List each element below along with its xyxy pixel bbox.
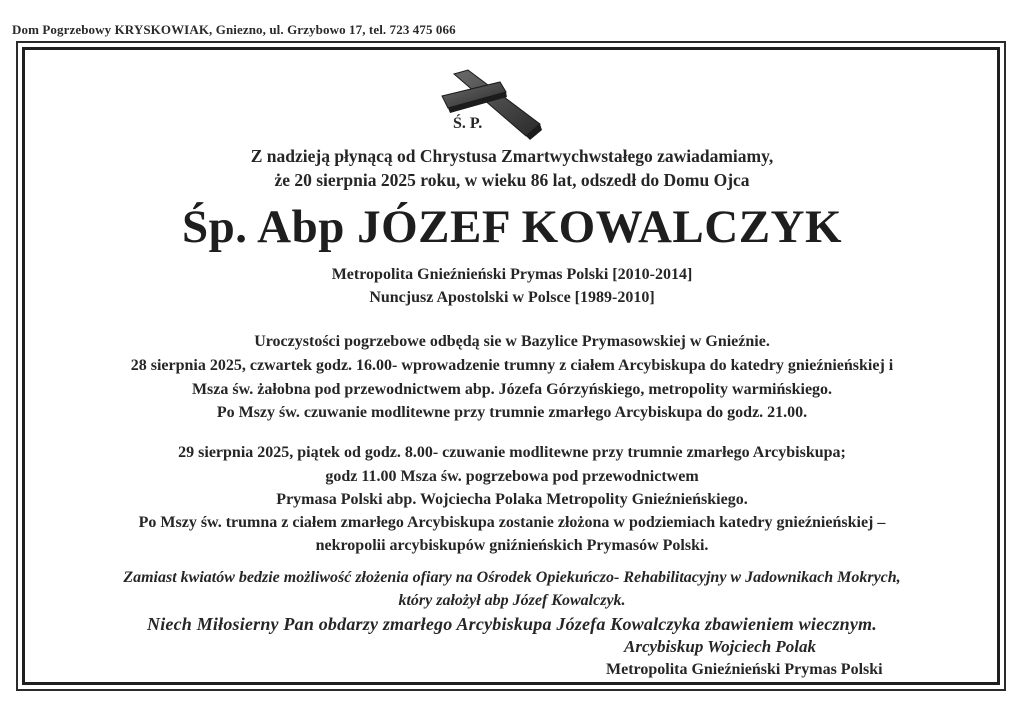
funeral-home-header: Dom Pogrzebowy KRYSKOWIAK, Gniezno, ul. Grzybowo 17, tel. 723 475 066 <box>12 22 456 37</box>
funeral-line-1: 29 sierpnia 2025, piątek od godz. 8.00- czuwanie modlitewne przy trumnie zmarłego Arcybiskupa; <box>178 444 846 461</box>
sp-label: Ś. P. <box>453 115 483 132</box>
funeral-line-5: nekropolii arcybiskupów gniźnieńskich Prymasów Polski. <box>315 537 709 554</box>
ceremony-line-3: Msza św. żałobna pod przewodnictwem abp. Józefa Górzyńskiego, metropolity warmińskiego. <box>191 381 833 398</box>
prayer-line: Niech Miłosierny Pan obdarzy zmarłego Arcybiskupa Józefa Kowalczyka zbawieniem wiecznym. <box>147 614 877 634</box>
intro-line-1: Z nadzieją płynącą od Chrystusa Zmartwychwstałego zawiadamiamy, <box>250 146 774 166</box>
donation-line-1: Zamiast kwiatów bedzie możliwość złożenia ofiary na Ośrodek Opiekuńczo- Rehabilitacyjny w Jadownikach Mokrych, <box>123 569 901 586</box>
donation-line-2: który założył abp Józef Kowalczyk. <box>398 592 626 609</box>
ceremony-line-4: Po Mszy św. czuwanie modlitewne przy trumnie zmarłego Arcybiskupa do godz. 21.00. <box>216 404 808 421</box>
funeral-line-3: Prymasa Polski abp. Wojciecha Polaka Metropolity Gnieźnieńskiego. <box>276 491 748 508</box>
title-line-1: Metropolita Gnieźnieński Prymas Polski [2010-2014] <box>331 266 693 283</box>
signature-title: Metropolita Gnieźnieński Prymas Polski <box>606 661 883 678</box>
funeral-line-2: godz 11.00 Msza św. pogrzebowa pod przewodnictwem <box>325 468 699 485</box>
ceremony-line-1: Uroczystości pogrzebowe odbędą sie w Bazylice Prymasowskiej w Gnieźnie. <box>254 333 770 350</box>
deceased-name: Śp. Abp JÓZEF KOWALCZYK <box>181 201 843 253</box>
intro-line-2: że 20 sierpnia 2025 roku, w wieku 86 lat, odszedł do Domu Ojca <box>274 170 750 190</box>
title-line-2: Nuncjusz Apostolski w Polsce [1989-2010] <box>369 289 655 306</box>
funeral-line-4: Po Mszy św. trumna z ciałem zmarłego Arcybiskupa zostanie złożona w podziemiach katedry gnieźnieńskiej – <box>138 514 886 531</box>
signature-name: Arcybiskup Wojciech Polak <box>624 637 817 656</box>
ceremony-line-2: 28 sierpnia 2025, czwartek godz. 16.00- wprowadzenie trumny z ciałem Arcybiskupa do katedry gnieźnieńskiej i <box>130 357 894 374</box>
